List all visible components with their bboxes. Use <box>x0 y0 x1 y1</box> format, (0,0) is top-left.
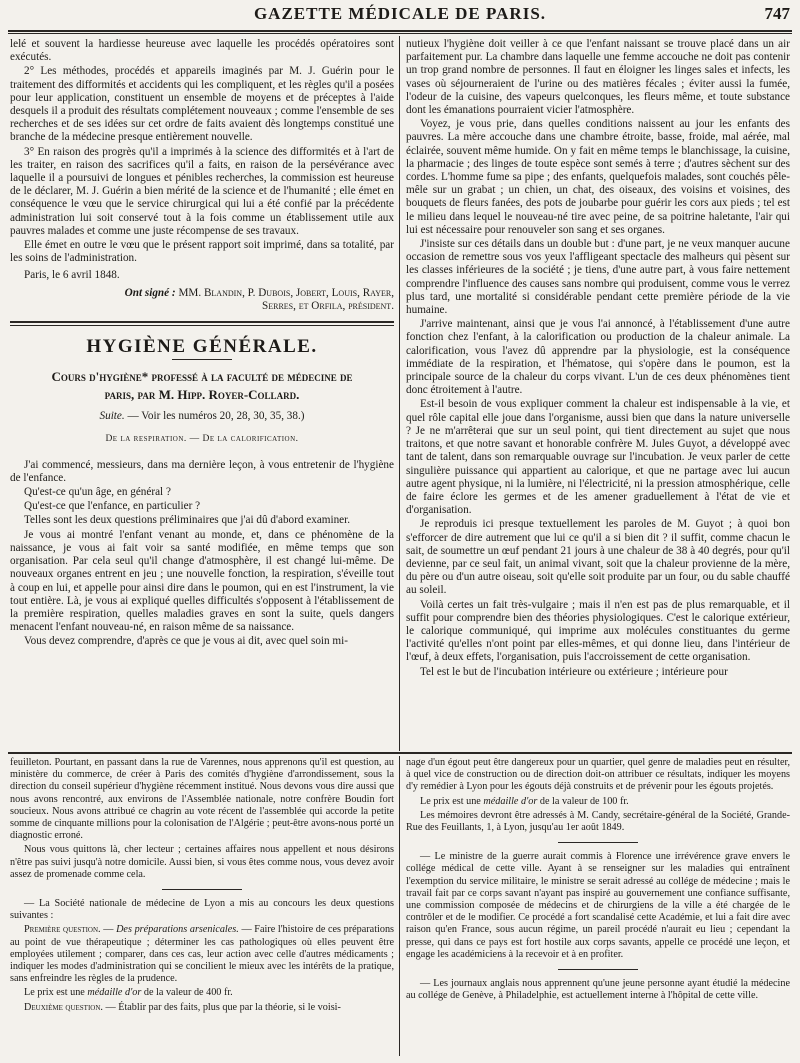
paragraph: Je vous ai montré l'enfant venant au monde, et, dans ce phénomène de la naissance, je vous ai fait voir sa santé modifiée, en même temps que son organisation. Par cela seul qu'il change d'atmosphère, il est changé lui-même. De nouveaux organes entrent en jeu ; une nouvelle fonction, la respiration, s'éveille tout à coup en lui, et appelle pour ainsi dire dans le poumon, qui en est l'instrument, la vie tout entière. Là, je vous ai expliqué quelles difficultés s'opposent à l'établissement de la première respiration, quelles maladies graves en sont la suite, quels dangers menacent l'enfant nouveau-né, en raison même de sa naissance. <box>10 528 394 634</box>
short-separator <box>558 842 638 843</box>
running-head <box>0 4 800 28</box>
feuilleton-left <box>10 757 394 1057</box>
paragraph: J'insiste sur ces détails dans un double but : d'une part, je ne veux manquer aucune occasion de remettre sous vos yeux l'affligeant spectacle des malheurs qui pèsent sur les classes inférieures de la société ; je tiens, d'une autre part, à vous faire nettement comprendre l'influence des causes sans nombre qui produisent, comme vous le verrez plus tard, une mortalité si considérable pendant cette première période de la vie humaine. <box>406 238 790 317</box>
paragraph: Telles sont les deux questions préliminaires que j'ai dû d'abord examiner. <box>24 514 351 527</box>
prize-lead: Le prix est une <box>420 795 481 807</box>
question-paragraph: Première question. — Des préparations arsenicales. — Faire l'histoire de ces préparations au point de vue thérapeutique ; déterminer les cas pathologiques où elles peuvent être employées utilement ; comparer, dans ces cas, leur action avec celle d'autres médicaments ; indiquer les modes d'administration qui se concilient le mieux avec les intérêts de la pratique, sans enfreindre les règles de la prudence. <box>10 924 394 985</box>
title-underline <box>172 359 232 360</box>
page-number: 747 <box>764 4 790 23</box>
course-heading <box>10 368 394 404</box>
paragraph: J'arrive maintenant, ainsi que je vous l'ai annoncé, à l'établissement d'une autre fonction chez l'enfant, à la calorification ou production de la chaleur animale. La calorification, vous l'avez dû apprendre par la physiologie, est la conséquence immédiate de la respiration, et l'hématose, qui s'opère dans le poumon, est la principale source de la chaleur du corps vivant. L'un de ces deux phénomènes tient donc étroitement à l'autre. <box>406 318 790 397</box>
feuilleton-rule <box>8 752 792 754</box>
paragraph: Voilà certes un fait très-vulgaire ; mais il n'en est pas de plus remarquable, et il suffit pour comprendre bien des théories physiologiques. C'est le calorique extérieur, le calorique communiqué, qui imprime aux molécules constituantes du germe l'activité qu'elles n'ont point par elles-mêmes, et qui donne lieu, dans l'intérieur de l'œuf, à deux effets, l'organisation, puis l'accroissement de cette organisation. <box>406 598 790 664</box>
paragraph: Voyez, je vous prie, dans quelles conditions naissent au jour les enfants des pauvres. La mère accouche dans une chambre étroite, basse, froide, mal aérée, mal éclairée, souvent même humide. On y fait en même temps le blanchissage, la cuisine, la pharmacie ; des linges de toute espèce sont semés à terre ; d'autres sèchent sur des cordes. L'homme fume sa pipe ; des enfants, quelquefois malades, sont couchés pêle-mêle sur un grabat ; un chien, un chat, des oiseaux, des voisins et voisines, des bouquets de fleurs fanées, des pots de joubarbe pour guérir les cors aux pieds ; tel est le milieu dans lequel le nouveau-né tire avec peine, de sa poitrine haletante, l'air qui lui est nécessaire pour renouveler son sang et ses organes. <box>406 118 790 236</box>
journal-title: GAZETTE MÉDICALE DE PARIS. <box>253 4 547 23</box>
paragraph: Nous vous quittons là, cher lecteur ; certaines affaires nous appellent et nous désirons n'être pas suivi jusqu'à notre domicile. Aussi bien, si vous êtes comme nous, vous devez avoir assez de promenade comme cela. <box>10 844 394 880</box>
short-separator <box>162 889 242 890</box>
course-line-2: paris, par M. Hipp. Royer-Collard. <box>104 387 300 403</box>
prize-medal: médaille d'or <box>483 795 538 807</box>
prize-rest: de la valeur de 100 fr. <box>539 795 629 807</box>
paragraph: Vous devez comprendre, d'après ce que je vous ai dit, avec quel soin mi- <box>24 635 348 648</box>
paragraph: 2° Les méthodes, procédés et appareils imaginés par M. J. Guérin pour le traitement des difformités et accidents qui les compliquent, et les règles qu'il a posées pour leur application, constituent un ensemble de moyens et de préceptes à l'aide desquels il a produit des résultats complétement nouveaux ; comme l'ensemble de ses recherches et de ses idées sur cet ordre de faits avaient dès longtemps constitué une branche de la médecine presque entièrement nouvelle. <box>10 65 394 144</box>
question-text: — Faire l'histoire de ces préparations au point de vue thérapeutique ; déterminer les cas pathologiques où elles peuvent être employées utilement ; comparer, dans ces cas, leur action avec celle d'autres médicaments ; indiquer les modes d'administration qui se concilient le mieux avec les intérêts de la pratique, sans enfreindre les règles de la prudence. <box>10 924 394 985</box>
paragraph: Est-il besoin de vous expliquer comment la chaleur est indispensable à la vie, et quel rôle capital elle joue dans l'organisme, aussi bien que dans la nature universelle ? Je ne m'arrêterai que sur un seul point, qui tient directement au sujet que nous traitons, et que notre savant et honorable confrère M. Jules Guyot, a développé avec tant de talent, dans son remarquable ouvrage sur l'incubation. Je veux parler de cette singulière puissance qui appartient au calorique, et que ne partage avec lui aucun autre agent physique, ni la lumière, ni l'électricité, ni la pression atmosphérique, celle de faire éclore les germes et de les amener graduellement à l'état de vie et d'organisation. <box>406 398 790 517</box>
question-title: Des préparations arsenicales. <box>116 924 239 936</box>
paragraph: — Le ministre de la guerre aurait commis à Florence une irrévérence grave envers le collége médical de cette ville. Ayant à se renseigner sur les maladies qui entraînent l'exemption du service militaire, le ministre se serait adressé au collége de médecine ; mais le travail fait par ce corps savant n'ayant pas inspiré au gouvernement une confiance suffisante, une commission composée de médecins et de chirurgiens de la ville a été chargée de le contrôler et de le modifier. Ce procédé a fort scandalisé cette Académie, et lui a fait dire avec raison qu'en France, sous aucun régime, un pareil procédé n'aurait eu lieu ; cependant la presse, qui dans ce pays est fort hostile aux corps savants, appelle ce procédé une leçon, et engage les académiciens à la recevoir et à en profiter. <box>406 851 790 960</box>
signed-names-2: Serres, et Orfila, président. <box>262 299 394 312</box>
paragraph: J'ai commencé, messieurs, dans ma dernière leçon, à vous entretenir de l'hygiène de l'enfance. <box>10 458 394 484</box>
suite-rest: — Voir les numéros 20, 28, 30, 35, 38.) <box>127 410 305 423</box>
prize-rest: de la valeur de 400 fr. <box>143 987 233 999</box>
question-text: — Établir par des faits, plus que par la théorie, si le voisi- <box>105 1001 341 1013</box>
paragraph: lelé et souvent la hardiesse heureuse avec laquelle les procédés opératoires sont exécutés. <box>10 38 394 64</box>
prize-paragraph <box>406 796 790 808</box>
prize-medal: médaille d'or <box>87 987 142 999</box>
feuilleton-divider <box>399 756 400 1056</box>
column-divider <box>399 36 400 751</box>
course-line-1: Cours d'hygiène* professé à la faculté de médecine de <box>51 369 353 385</box>
feuilleton-right <box>406 757 790 1057</box>
suite-note <box>10 410 394 423</box>
paragraph: Elle émet en outre le vœu que le présent rapport soit imprimé, dans sa totalité, par les soins de l'administration. <box>10 239 394 265</box>
section-separator <box>10 321 394 326</box>
section-title: HYGIÈNE GÉNÉRALE. <box>86 336 318 358</box>
paragraph: Qu'est-ce qu'un âge, en général ? <box>24 486 171 499</box>
signatures <box>10 287 394 313</box>
paragraph: feuilleton. Pourtant, en passant dans la rue de Varennes, nous apprenons qu'il est question, au ministère du commerce, de créer à Paris des comités d'hygiène d'arrondissement, sous la direction du conseil supérieur d'hygiène récemment institué. Nous devons vous dire aussi que nous avons rencontré, aux environs de l'Assemblée nationale, notre confrère Boudin fort soucieux. Nous avons attribué ce chagrin au vote récent de l'assemblée qui accorde la petite somme de cinquante millions pour la colonisation de l'Algérie ; peut-être avons-nous porté un diagnostic erroné. <box>10 757 394 842</box>
date-line: Paris, le 6 avril 1848. <box>24 269 120 282</box>
paragraph: — Les journaux anglais nous apprennent qu'une jeune personne ayant étudié la médecine au collége de Genève, à Philadelphie, est actuellement interne à l'hôpital de cette ville. <box>406 978 790 1002</box>
paragraph: — La Société nationale de médecine de Lyon a mis au concours les deux questions suivantes : <box>10 898 394 922</box>
question-label: Deuxième question. <box>24 1001 103 1013</box>
prize-lead: Le prix est une <box>24 987 85 999</box>
header-rule-thin <box>8 33 792 34</box>
paragraph: nutieux l'hygiène doit veiller à ce que l'enfant naissant se trouve placé dans un air parfaitement pur. La chambre dans laquelle une femme accouche ne doit pas contenir un trop grand nombre de personnes. Il faut en éloigner les linges sales et infects, les vases où séjourneraient de l'urine ou des matières fécales ; éviter aussi la fumée, l'odeur de la cuisine, des vapeurs quelconques, les fleurs même, et toute substance dont les émanations pourraient vicier l'atmosphère. <box>406 38 790 117</box>
paragraph: nage d'un égout peut être dangereux pour un quartier, quel genre de maladies peut en résulter, à quel vice de construction ou de direction doit-on attribuer ce résultats, indiquer les moyens d'y remédier à Lyon pour les égouts déjà construits et de prévenir pour les égouts projetés. <box>406 757 790 793</box>
right-column <box>406 38 790 750</box>
signed-names-1: MM. Blandin, P. Dubois, Jobert, Louis, Rayer, <box>178 286 394 299</box>
paragraph: Les mémoires devront être adressés à M. Candy, secrétaire-général de la Société, Grande-Rue des Feuillants, 1, à Lyon, jusqu'au 1er août 1849. <box>406 809 790 834</box>
paragraph: Je reproduis ici presque textuellement les paroles de M. Guyot ; à quoi bon s'efforcer de dire autrement que lui ce qu'il a si bien dit ? il suffit, comme chacun le sait, de soumettre un œuf pendant 21 jours à une chaleur de 38 à 40 degrés, pour qu'il devienne, par ce seul fait, un animal vivant, soit que la chaleur provienne de la mère, du père ou d'un autre oiseau, soit qu'elle soit produite par un four, ou du sable chauffé au soleil. <box>406 518 790 597</box>
subheading: De la respiration. — De la calorification. <box>105 434 299 445</box>
suite-lead: Suite. <box>99 410 125 423</box>
paragraph: Tel est le but de l'incubation intérieure ou extérieure ; intérieure pour <box>420 665 728 678</box>
signed-lead: Ont signé : <box>124 286 176 299</box>
short-separator <box>558 969 638 970</box>
question-label: Première question. <box>24 924 101 936</box>
paragraph: 3° En raison des progrès qu'il a imprimés à la science des difformités et à l'art de les traiter, en raison des sacrifices qu'il a faits, en raison de la persévérance avec laquelle il a poursuivi de longues et pénibles recherches, la commission est heureuse de le déclarer, M. J. Guérin a bien mérité de la science et de l'humanité ; elle émet en conséquence le vœu que le service chirurgical qui lui a été confié par la précédente administration lui soit conservé tout à la fois comme un établissement utile aux pauvres malades et comme une juste récompense de ses travaux. <box>10 145 394 237</box>
question-paragraph <box>10 1002 394 1014</box>
paragraph: Qu'est-ce que l'enfance, en particulier ? <box>24 500 201 513</box>
prize-paragraph <box>10 987 394 999</box>
header-rule <box>8 30 792 32</box>
left-column <box>10 38 394 750</box>
